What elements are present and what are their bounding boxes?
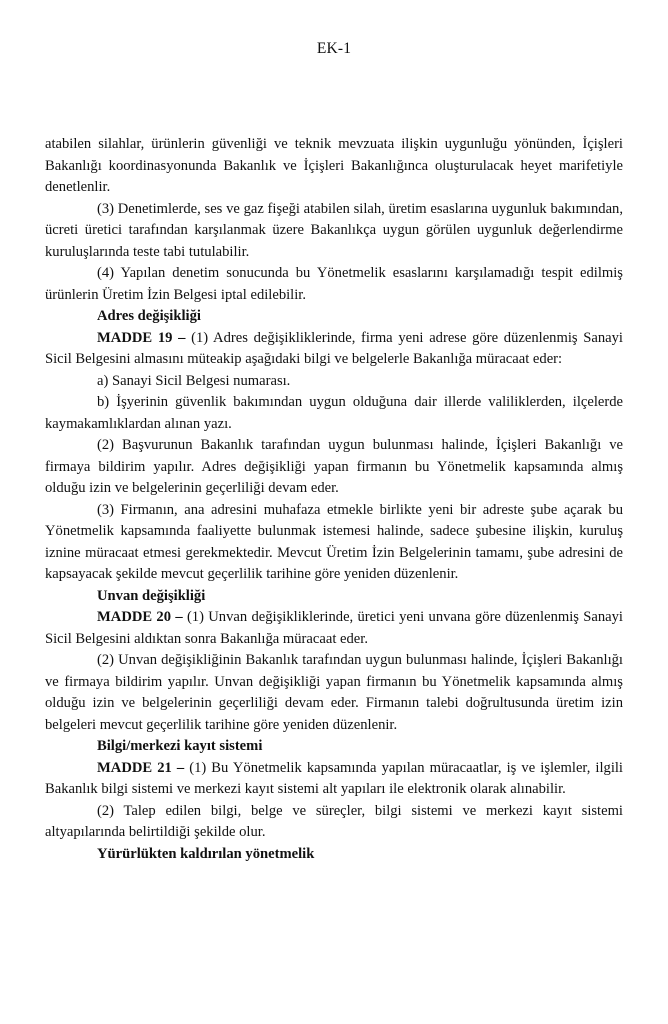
article-number: MADDE 20 – — [97, 609, 183, 625]
article-paragraph — [45, 328, 623, 371]
body-paragraph: (2) Talep edilen bilgi, belge ve süreçler, bilgi sistemi ve merkezi kayıt sistemi altyapılarında belirtildiği şekilde olur. — [45, 802, 623, 840]
article-number: MADDE 19 – — [97, 329, 186, 346]
article-text: (1) Unvan değişikliklerinde, üretici yeni unvana göre düzenlenmiş Sanayi Sicil Belgesini aldıktan sonra Bakanlığa müracaat eder. — [45, 609, 623, 647]
article-text: (1) Adres değişikliklerinde, firma yeni adrese göre düzenlenmiş Sanayi Sicil Belgesini almasını müteakip aşağıdaki bilgi ve belgelerle Bakanlığa müracaat eder: — [45, 329, 623, 367]
article-text: (1) Bu Yönetmelik kapsamında yapılan müracaatlar, iş ve işlemler, ilgili Bakanlık bilgi sistemi ve merkezi kayıt sistemi alt yapıları ile elektronik olarak alınabilir. — [45, 759, 623, 797]
section-heading: Bilgi/merkezi kayıt sistemi — [97, 738, 263, 754]
body-paragraph: (2) Unvan değişikliğinin Bakanlık tarafından uygun bulunması halinde, İçişleri Bakanlığı ve firmaya bildirim yapılır. Unvan değişikliği yapan firmanın bu Yönetmelik kapsamında almış olduğu izin ve belgelerinin geçerliliği devam eder. Firmanın talebi doğrultusunda üretim izin belgeleri mevcut geçerlilik tarihine göre yeniden düzenlenir. — [45, 652, 623, 733]
body-paragraph: a) Sanayi Sicil Belgesi numarası. — [97, 372, 291, 389]
article-paragraph — [45, 607, 623, 650]
body-paragraph: (4) Yapılan denetim sonucunda bu Yönetmelik esaslarını karşılamadığı tespit edilmiş ürünlerin Üretim İzin Belgesi iptal edilebilir. — [45, 265, 623, 303]
section-heading: Unvan değişikliği — [97, 587, 206, 604]
section-heading: Yürürlükten kaldırılan yönetmelik — [97, 845, 315, 862]
page-header: EK-1 — [316, 40, 352, 57]
body-paragraph: (2) Başvurunun Bakanlık tarafından uygun bulunması halinde, İçişleri Bakanlığı ve firmaya bildirim yapılır. Adres değişikliği yapan firmanın bu Yönetmelik kapsamında almış olduğu izin ve belgelerinin geçerliliği devam eder. — [45, 437, 623, 496]
section-heading: Adres değişikliği — [97, 308, 201, 324]
body-paragraph: atabilen silahlar, ürünlerin güvenliği ve teknik mevzuata ilişkin uygunluğu yönünden, İçişleri Bakanlığı koordinasyonunda Bakanlık ve İçişleri Bakanlığınca oluşturulacak heyet marifetiyle denetlenlir. — [45, 136, 623, 195]
body-paragraph: b) İşyerinin güvenlik bakımından uygun olduğuna dair illerde valiliklerden, ilçelerde kaymakamlıklardan alınan yazı. — [45, 394, 623, 432]
article-number: MADDE 21 – — [97, 759, 185, 776]
body-paragraph: (3) Denetimlerde, ses ve gaz fişeği atabilen silah, üretim esaslarına uygunluk bakımından, ücreti üretici tarafından karşılanmak üzere Bakanlıkça uygun görülen uygunluk değerlendirme kuruluşlarında teste tabi tutulabilir. — [45, 200, 623, 260]
document-body — [45, 134, 623, 865]
article-paragraph — [45, 758, 623, 801]
body-paragraph: (3) Firmanın, ana adresini muhafaza etmekle birlikte yeni bir adreste şube açarak bu Yönetmelik kapsamında faaliyette bulunmak istemesi halinde, sadece şubesine ilişkin, kuruluş iznine müracaat etmesi gerekmektedir. Mevcut Üretim İzin Belgelerinin tamamı, şube adresini de kapsayacak şekilde mevcut geçerlilik tarihine göre yeniden düzenlenir. — [45, 501, 623, 582]
